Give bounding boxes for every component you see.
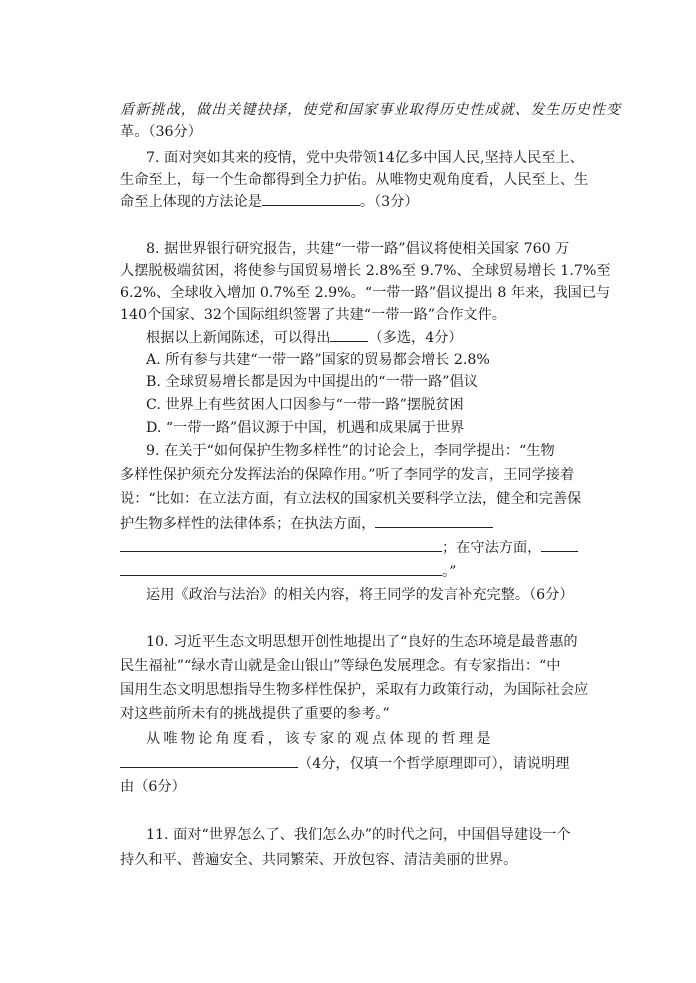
q9-instruction: 运用《政治与法治》的相关内容，将王同学的发言补充完整。（6分） <box>146 587 574 603</box>
q9-line-6 <box>120 561 456 582</box>
q8-prompt-text: 根据以上新闻陈述，可以得出 <box>146 330 331 346</box>
q8-prompt-end: （多选，4分） <box>368 330 463 346</box>
intro-line-1: 盾新挑战，做出关键抉择，使党和国家事业取得历史性成就、发生历史性变 <box>120 102 622 118</box>
q8-line-1: 8. 据世界银行研究报告，共建“一带一路”倡议将使相关国家 760 万 <box>146 241 570 257</box>
q9-enforcement-blank-2[interactable] <box>120 537 442 552</box>
q9-compliance-blank-1[interactable] <box>541 537 578 552</box>
q10-answer-blank[interactable] <box>120 753 298 768</box>
q7-line-3-end: 。（3分） <box>359 194 419 210</box>
q9-line-5-text: ；在守法方面， <box>442 540 542 556</box>
q9-line-6-end: 。” <box>442 564 457 580</box>
q8-line-4: 140个国家、32个国际组织签署了共建“一带一路”合作文件。 <box>120 307 506 323</box>
q7-answer-blank[interactable] <box>262 191 360 206</box>
q9-line-4-text: 护生物多样性的法律体系；在执法方面， <box>120 516 376 532</box>
q8-option-c: C. 世界上有些贫困人口因参与“一带一路”摆脱贫困 <box>146 397 464 413</box>
q10-line-7: 由（6分） <box>120 779 186 795</box>
q7-line-1: 7. 面对突如其来的疫情，党中央带领14亿多中国人民,坚持人民至上、 <box>146 150 584 166</box>
q9-line-4 <box>120 513 493 534</box>
intro-line-2: 革。（36分） <box>120 124 202 140</box>
q9-line-5 <box>120 537 578 558</box>
q11-line-1: 11. 面对“世界怎么了、我们怎么办”的时代之问，中国倡导建设一个 <box>146 827 571 843</box>
q9-line-2: 多样性保护须充分发挥法治的保障作用。”听了李同学的发言，王同学接着 <box>120 467 575 483</box>
q7-line-2: 生命至上，每一个生命都得到全力护佑。从唯物史观角度看，人民至上、生 <box>120 172 589 188</box>
q8-line-3: 6.2%、全球收入增加 0.7%至 2.9%。“一带一路”倡议提出 8 年来，我国已与 <box>120 285 611 301</box>
q8-prompt <box>146 327 463 348</box>
q10-line-6 <box>120 753 570 774</box>
q9-compliance-blank-2[interactable] <box>120 561 442 576</box>
q7-line-3 <box>120 191 419 212</box>
q10-line-3: 国用生态文明思想指导生物多样性保护，采取有力政策行动，为国际社会应 <box>120 682 589 698</box>
q8-option-a: A. 所有参与共建“一带一路”国家的贸易都会增长 2.8% <box>146 352 490 368</box>
q8-option-d: D. “一带一路”倡议源于中国，机遇和成果属于世界 <box>146 420 465 436</box>
q11-line-2: 持久和平、普遍安全、共同繁荣、开放包容、清洁美丽的世界。 <box>120 852 518 868</box>
q9-line-1: 9. 在关于“如何保护生物多样性”的讨论会上，李同学提出：“生物 <box>146 443 555 459</box>
q10-line-5: 从唯物论角度看，该专家的观点体现的哲理是 <box>146 731 494 747</box>
q8-line-2: 人摆脱极端贫困，将使参与国贸易增长 2.8%至 9.7%、全球贸易增长 1.7%至 <box>120 263 611 279</box>
q10-line-4: 对这些前所未有的挑战提供了重要的参考。” <box>120 706 390 722</box>
q10-line-6-text: （4分，仅填一个哲学原理即可），请说明理 <box>298 756 570 772</box>
q9-line-3: 说：“比如：在立法方面，有立法权的国家机关要科学立法，健全和完善保 <box>120 491 582 507</box>
q10-line-2: 民生福祉”“绿水青山就是金山银山”等绿色发展理念。有专家指出：“中 <box>120 658 561 674</box>
q8-answer-blank[interactable] <box>330 327 368 342</box>
q8-option-b: B. 全球贸易增长都是因为中国提出的“一带一路”倡议 <box>146 374 478 390</box>
q10-line-1: 10. 习近平生态文明思想开创性地提出了“良好的生态环境是最普惠的 <box>146 634 578 650</box>
q7-line-3-text: 命至上体现的方法论是 <box>120 194 262 210</box>
q9-enforcement-blank-1[interactable] <box>375 513 493 528</box>
